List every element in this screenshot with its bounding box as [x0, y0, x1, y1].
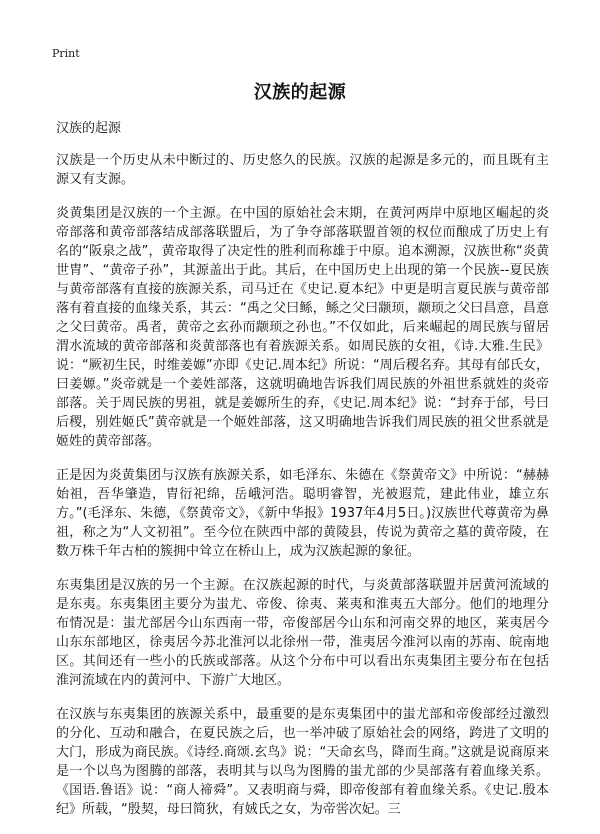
- print-link[interactable]: Print: [52, 47, 80, 60]
- paragraph-ancestor-worship: 正是因为炎黄集团与汉族有族源关系，如毛泽东、朱德在《祭黄帝文》中所说：“赫赫始祖，吾华肇造，胄衍祀绵，岳峨河浩。聪明睿智，光被遐荒，建此伟业，雄立东方。”(毛泽东、朱德，《祭黄帝文》，《新中华报》1937年4月5日。)汉族世代尊黄帝为鼻祖，称之为“人文初祖”。至今位在陕西中部的黄陵县，传说为黄帝之墓的黄帝陵，在数万株千年古柏的簇拥中耸立在桥山上，成为汉族起源的象征。: [56, 468, 549, 559]
- page-title: 汉族的起源: [253, 82, 347, 103]
- paragraph-yanhuang: 炎黄集团是汉族的一个主源。在中国的原始社会末期，在黄河两岸中原地区崛起的炎帝部落和黄帝部落结成部落联盟后，为了争夺部落联盟首领的权位而酿成了历史上有名的“阪泉之战”，黄帝取得了决定性的胜利而称雄于中原。追本溯源，汉族世称“炎黄世胄”、“黄帝子孙”，其源盖出于此。其后，在中国历史上出现的第一个民族--夏民族与黄帝部落有直接的族源关系，司马迁在《史记.夏本纪》中更是明言夏民族与黄帝部落有着直接的血缘关系，其云：“禹之父曰鲧，鲧之父曰颛顼，颛顼之父曰昌意，昌意之父曰黄帝。禹者，黄帝之玄孙而颛顼之孙也。”不仅如此，后来崛起的周民族与留居渭水流域的黄帝部落和炎黄部落也有着族源关系。如周民族的女祖，《诗.大雅.生民》说：“厥初生民，时维姜嫄”亦即《史记.周本纪》所说：“周后稷名弃。其母有邰氏女，曰姜嫄。”炎帝就是一个姜姓部落，这就明确地告诉我们周民族的外祖世系就姓的炎帝部落。关于周民族的男祖，就是姜嫄所生的弃，《史记.周本纪》说：“封弃于邰，号曰后稷，别姓姬氏”黄帝就是一个姬姓部落，这又明确地告诉我们周民族的祖父世系就是姬姓的黄帝部落。: [56, 206, 549, 449]
- paragraph-dongyi: 东夷集团是汉族的另一个主源。在汉族起源的时代，与炎黄部落联盟并居黄河流域的是东夷。东夷集团主要分为蚩尤、帝俊、徐夷、莱夷和淮夷五大部分。他们的地理分布情况是：蚩尤部居今山东西南一带，帝俊部居今山东和河南交界的地区，莱夷居今山东东部地区，徐夷居今苏北淮河以北徐州一带，淮夷居今淮河以南的苏南、皖南地区。其间还有一些小的氏族或部落。从这个分布中可以看出东夷集团主要分布在包括淮河流域在内的黄河中、下游广大地区。: [56, 578, 549, 688]
- article-body: [56, 119, 549, 834]
- paragraph-shang-origin: 在汉族与东夷集团的族源关系中，最重要的是东夷集团中的蚩尤部和帝俊部经过激烈的分化、互动和融合，在夏民族之后，也一举冲破了原始社会的网络，跨进了文明的大门，形成为商民族。《诗经.商颂.玄鸟》说：“天命玄鸟，降而生商。”这就是说商原来是一个以鸟为图腾的部落，表明其与以鸟为图腾的蚩尤部的少昊部落有着血缘关系。《国语.鲁语》说：“商人禘舜”。又表明商与舜，即帝俊部有着血缘关系。《史记.殷本纪》所载，“殷契，母曰简狄，有娀氏之女，为帝喾次妃。三: [56, 707, 549, 817]
- paragraph-intro: 汉族是一个历史从未中断过的、历史悠久的民族。汉族的起源是多元的，而且既有主源又有支源。: [56, 153, 549, 187]
- article-subtitle: 汉族的起源: [56, 121, 122, 136]
